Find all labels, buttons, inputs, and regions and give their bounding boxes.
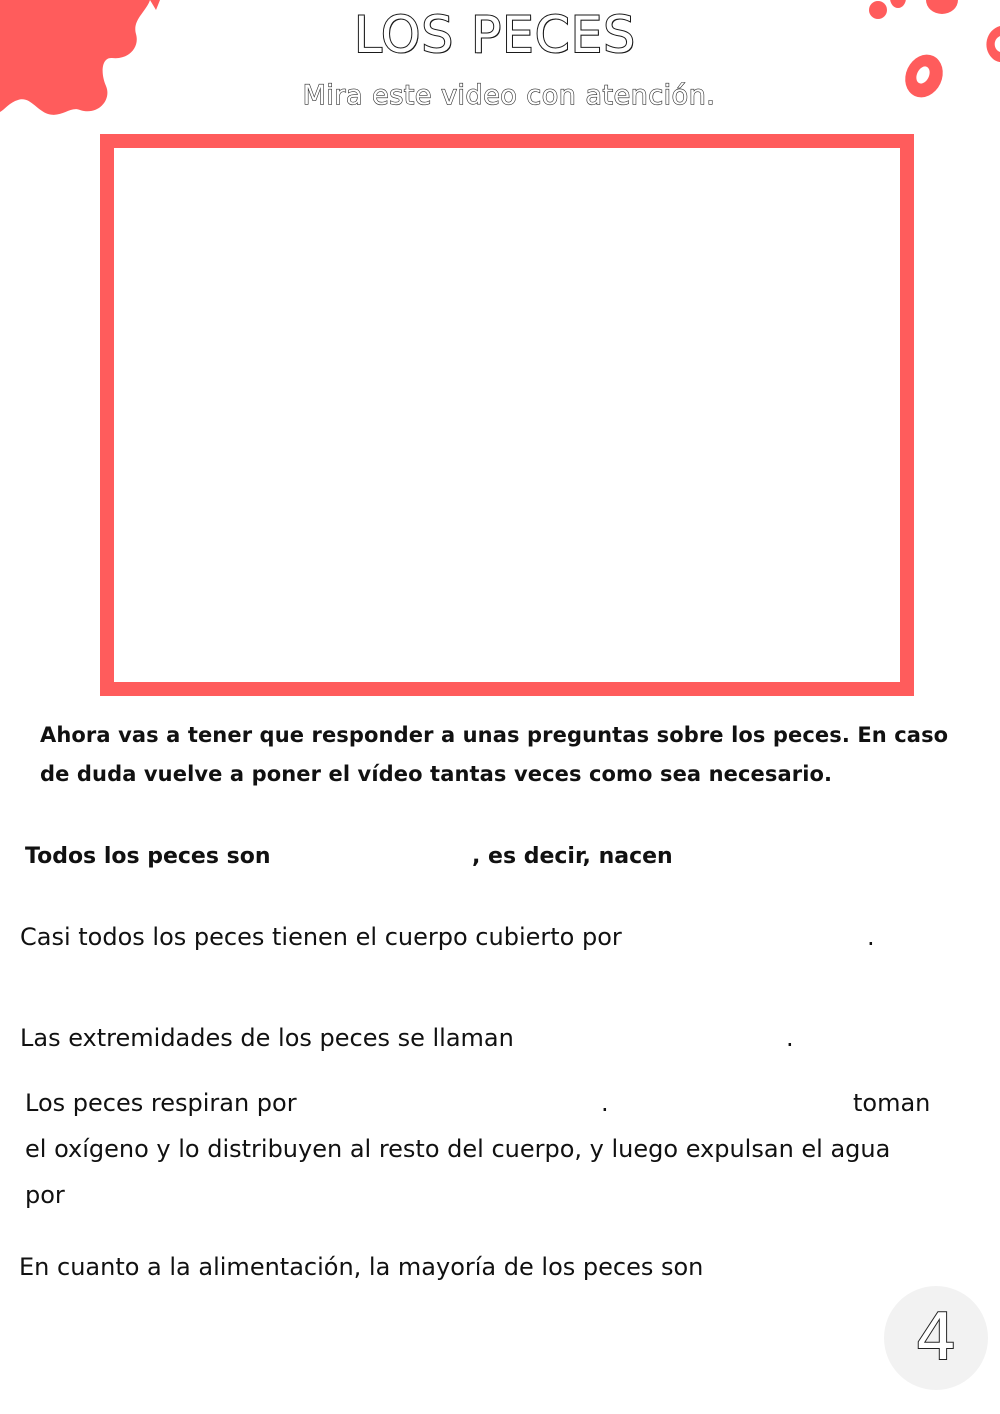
question-4-blank-2[interactable] <box>612 1089 848 1119</box>
question-4-blank-3[interactable] <box>72 1181 372 1211</box>
question-4-period: . <box>601 1089 609 1117</box>
instructions-text: Ahora vas a tener que responder a unas preguntas sobre los peces. En caso de duda vuelve a poner el vídeo tantas veces como sea necesario. <box>40 723 949 786</box>
question-3-blank[interactable] <box>533 1024 783 1054</box>
question-5-blank[interactable] <box>726 1253 956 1283</box>
question-2-text: Casi todos los peces tienen el cuerpo cubierto por <box>20 923 622 951</box>
question-4-text-toman: toman <box>853 1089 931 1117</box>
question-3-period: . <box>786 1024 794 1052</box>
question-5-text: En cuanto a la alimentación, la mayoría de los peces son <box>19 1253 704 1281</box>
question-4-text-line-2: el oxígeno y lo distribuyen al resto del cuerpo, y luego expulsan el agua <box>25 1135 891 1163</box>
question-4-text-line-3: por <box>25 1181 65 1209</box>
page-title: LOS PECES <box>353 6 637 64</box>
page-number-badge: 4 <box>884 1286 988 1390</box>
question-2-period: . <box>867 923 875 951</box>
question-4-blank-1[interactable] <box>312 1089 598 1119</box>
video-embed-frame[interactable] <box>100 134 914 696</box>
question-1-blank-2[interactable] <box>676 844 956 874</box>
question-1-blank-1[interactable] <box>272 844 468 874</box>
question-4-text-start: Los peces respiran por <box>25 1089 297 1117</box>
page-subtitle: Mira este video con atención. <box>302 80 716 111</box>
question-3-text: Las extremidades de los peces se llaman <box>20 1024 514 1052</box>
question-1-text-end: , es decir, nacen <box>472 844 673 869</box>
question-2-blank[interactable] <box>648 923 863 953</box>
question-1-text-start: Todos los peces son <box>25 844 271 869</box>
